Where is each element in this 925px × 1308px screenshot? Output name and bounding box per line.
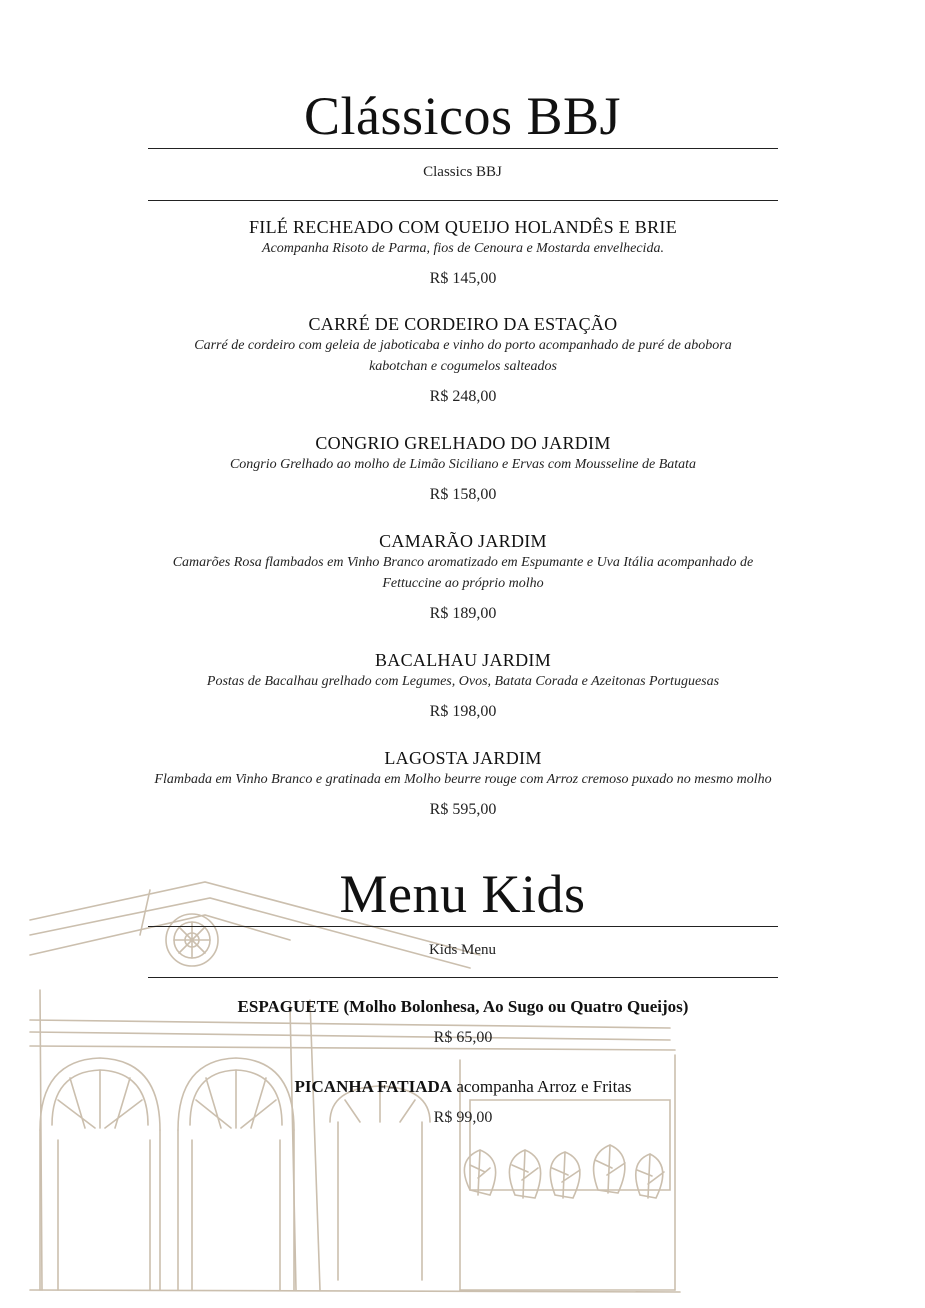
section-title-classicos: Clássicos BBJ (303, 86, 622, 146)
menu-item (148, 1076, 778, 1128)
title-divider-bottom (148, 200, 778, 201)
item-description: Carré de cordeiro com geleia de jaboticaba e vinho do porto acompanhado de puré de abobora kabotchan e cogumelos salteados (194, 338, 732, 374)
item-name: FILÉ RECHEADO COM QUEIJO HOLANDÊS E BRIE (249, 217, 677, 237)
item-name: CARRÉ DE CORDEIRO DA ESTAÇÃO (308, 314, 618, 334)
item-name (148, 1076, 778, 1098)
item-name-rest: (Molho Bolonhesa, Ao Sugo ou Quatro Queijos) (339, 997, 689, 1016)
kids-divider-bottom (148, 977, 778, 978)
item-price: R$ 248,00 (429, 388, 497, 405)
menu-item (148, 649, 778, 722)
menu-item (148, 313, 778, 407)
item-name: CONGRIO GRELHADO DO JARDIM (315, 433, 611, 453)
menu-item (148, 530, 778, 624)
menu-item (148, 747, 778, 820)
item-name-bold: ESPAGUETE (237, 997, 340, 1016)
item-description: Flambada em Vinho Branco e gratinada em Molho beurre rouge com Arroz cremoso puxado no mesmo molho (154, 772, 772, 787)
section-subtitle-classics: Classics BBJ (423, 164, 502, 180)
item-description: Acompanha Risoto de Parma, fios de Cenoura e Mostarda envelhecida. (262, 241, 664, 256)
item-name (148, 996, 778, 1018)
menu-item (148, 432, 778, 505)
item-price: R$ 158,00 (429, 486, 497, 503)
item-name: LAGOSTA JARDIM (384, 748, 542, 768)
menu-item (148, 216, 778, 289)
item-price: R$ 99,00 (433, 1109, 493, 1126)
item-name-bold: PICANHA FATIADA (294, 1077, 453, 1096)
section-subtitle-kids: Kids Menu (428, 942, 497, 958)
item-name-rest: acompanha Arroz e Fritas (452, 1077, 632, 1096)
item-price: R$ 198,00 (429, 703, 497, 720)
title-divider-top (148, 148, 778, 149)
item-price: R$ 595,00 (429, 801, 497, 818)
item-description: Postas de Bacalhau grelhado com Legumes, Ovos, Batata Corada e Azeitonas Portuguesas (206, 674, 720, 689)
section-title-menu-kids: Menu Kids (339, 864, 586, 924)
item-price: R$ 145,00 (429, 270, 497, 287)
item-description: Congrio Grelhado ao molho de Limão Siciliano e Ervas com Mousseline de Batata (229, 457, 697, 472)
item-name: BACALHAU JARDIM (374, 650, 551, 670)
item-name: CAMARÃO JARDIM (379, 531, 547, 551)
item-price: R$ 189,00 (429, 605, 497, 622)
item-price: R$ 65,00 (433, 1029, 493, 1046)
item-description: Camarões Rosa flambados em Vinho Branco aromatizado em Espumante e Uva Itália acompanhado de Fettuccine ao próprio molho (172, 555, 754, 591)
menu-item (148, 996, 778, 1048)
kids-divider-top (148, 926, 778, 927)
